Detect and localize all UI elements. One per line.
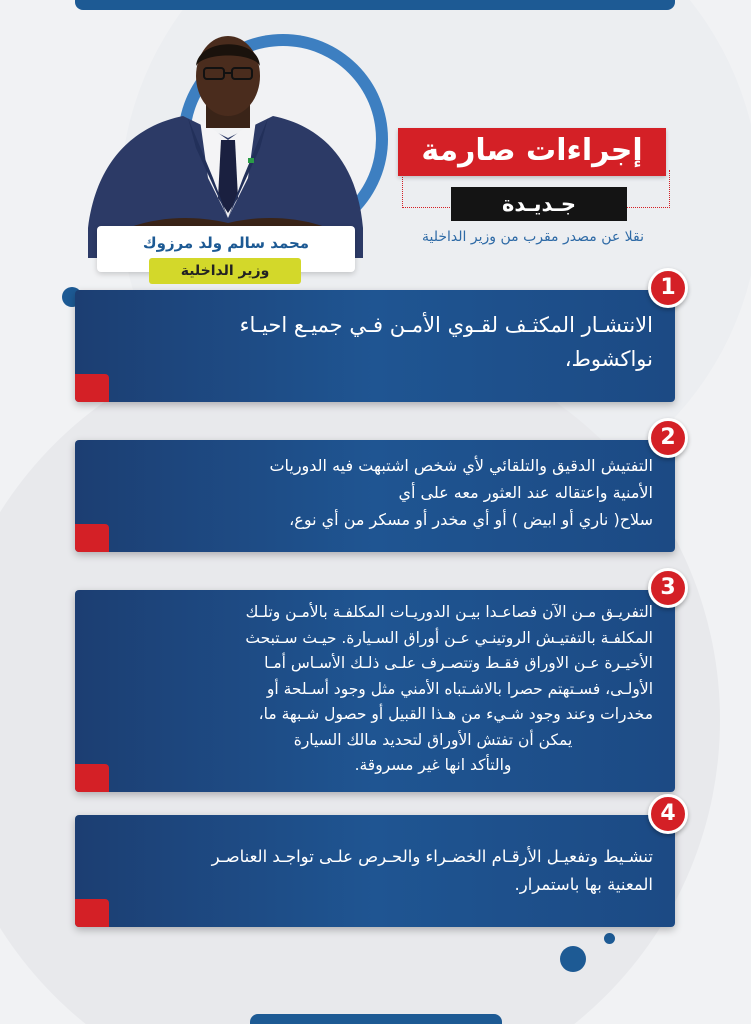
person-photo [88,28,368,258]
measure-line: سلاح( ناري أو ابيض ) أو أي مخدر أو مسكر من أي نوع، [289,510,653,529]
measure-line: التفتيش الدقيق والتلقائي لأي شخص اشتبهت فيه الدوريات [269,456,653,475]
top-bar [75,0,675,10]
measure-line: والتأكد انها غير مسروقة. [354,756,512,774]
card-corner-accent [75,374,109,402]
number-badge-4: 4 [648,794,688,834]
source-note: نقلا عن مصدر مقرب من وزير الداخلية [422,229,644,245]
decor-dot [604,933,615,944]
measure-text [93,600,653,779]
decor-dot [560,946,586,972]
number-badge-1: 1 [648,268,688,308]
measure-line: الأولـى، فسـتهتم حصرا بالاشـتباه الأمني مثل وجود أسـلحة أو [266,679,653,698]
heading-title: إجراءات صارمة [421,133,643,168]
heading-subtitle: جـديـدة [501,192,577,216]
measure-line: نواكشوط، [564,347,653,371]
measure-line: تنشـيط وتفعيـل الأرقـام الخضـراء والحـرص علـى تواجـد العناصـر [211,847,653,866]
measure-card-2 [75,440,675,552]
measure-card-3 [75,590,675,792]
measure-card-4 [75,815,675,927]
role-badge [149,258,301,284]
measure-line: الأمنية واعتقاله عند العثور معه على أي [398,483,653,502]
measure-line: المكلفـة بالتفتيـش الروتينـي عـن أوراق السـيارة. حيـث سـتبحث [245,628,653,647]
measure-line: التفريـق مـن الآن فصاعـدا بيـن الدوريـات المكلفـة بالأمـن وتلـك [245,603,653,621]
number-badge-2: 2 [648,418,688,458]
bottom-bar [250,1014,502,1024]
measure-text [93,452,653,533]
heading-title-box [398,128,666,176]
person-role: وزير الداخلية [180,263,270,279]
card-corner-accent [75,899,109,927]
measure-line: مخدرات وعند وجود شـيء من هـذا القبيل أو حصول شـبهة ما، [258,705,653,723]
measure-text [93,308,653,376]
card-corner-accent [75,524,109,552]
measure-text [93,843,653,899]
measure-card-1 [75,290,675,402]
card-corner-accent [75,764,109,792]
measure-line: المعنية بها باستمرار. [514,875,653,894]
person-name: محمد سالم ولد مرزوك [142,234,310,252]
minister-portrait [88,28,368,258]
heading-subtitle-box [451,187,627,221]
measure-line: الانتشـار المكثـف لقـوي الأمـن فـي جميـع احيـاء [239,313,653,337]
measure-line: الأخيـرة عـن الاوراق فقـط وتتصـرف علـى ذلـك الأسـاس أمـا [264,654,653,672]
measure-line: يمكن أن تفتش الأوراق لتحديد مالك السيارة [293,730,573,749]
number-badge-3: 3 [648,568,688,608]
